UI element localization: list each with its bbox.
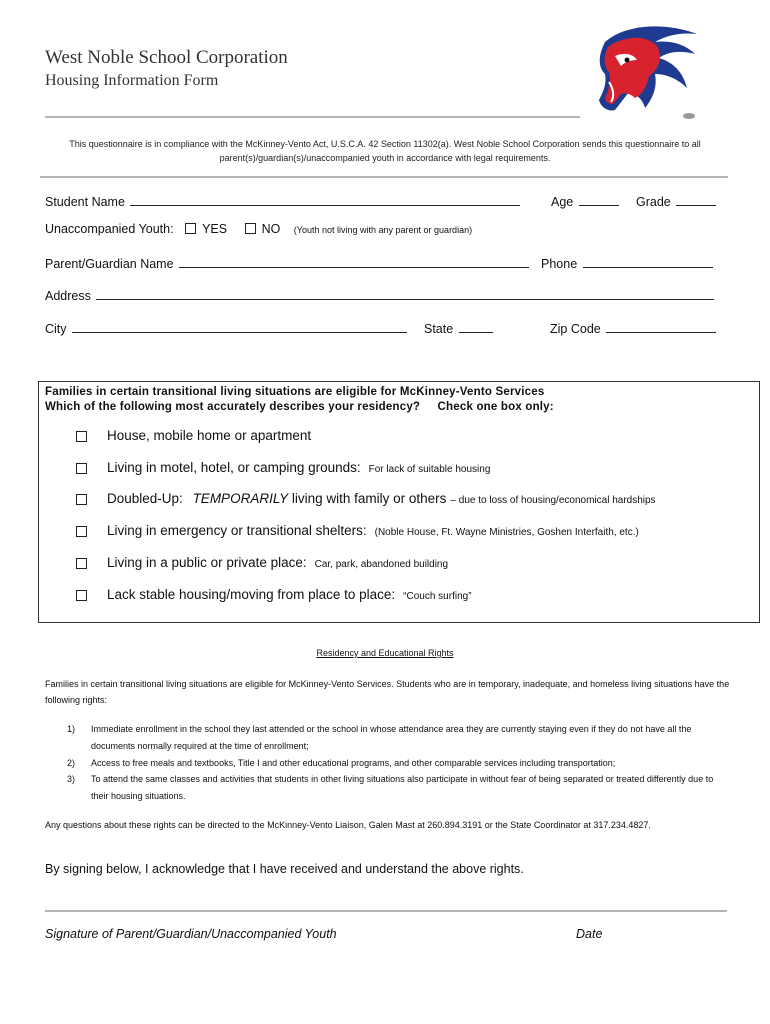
- residency-checkbox[interactable]: [76, 494, 87, 505]
- residency-option[interactable]: [76, 555, 448, 570]
- acknowledgement-text: By signing below, I acknowledge that I have received and understand the above rights.: [45, 862, 524, 876]
- grade-label: Grade: [636, 195, 671, 209]
- option-label: Living in a public or private place:: [107, 555, 307, 570]
- option-label: Living in emergency or transitional shelters:: [107, 523, 367, 538]
- parent-name-field[interactable]: [179, 256, 529, 268]
- signature-line[interactable]: [45, 910, 727, 912]
- parent-name-row: [45, 256, 529, 271]
- option-label: House, mobile home or apartment: [107, 428, 312, 443]
- signature-label: Signature of Parent/Guardian/Unaccompanied Youth: [45, 927, 337, 941]
- option-label-pre: Doubled-Up:: [107, 491, 183, 506]
- phone-row: [541, 256, 713, 271]
- check-one-instruction: Check one box only:: [437, 401, 554, 413]
- rights-item-text: Immediate enrollment in the school they last attended or the school in whose attendance area they are currently staying even if they do not have all the documents normally required at the time of enrollment;: [91, 724, 692, 751]
- zip-label: Zip Code: [550, 322, 601, 336]
- residency-checkbox[interactable]: [76, 558, 87, 569]
- option-note: (Noble House, Ft. Wayne Ministries, Goshen Interfaith, etc.): [374, 527, 639, 538]
- rights-item-text: To attend the same classes and activities that students in other living situations also participate in without fear of being separated or treated differently due to their housing situations.: [91, 774, 714, 801]
- header-divider: [45, 116, 580, 118]
- compliance-notice: This questionnaire is in compliance with the McKinney-Vento Act, U.S.C.A. 42 Section 11302(a). West Noble School Corporation sends this questionnaire to all parent(s)/guardian(s)/unaccompanied youth in accordance with legal requirements.: [69, 139, 701, 163]
- unaccompanied-row: [45, 222, 472, 236]
- phone-field[interactable]: [583, 256, 713, 268]
- residency-option[interactable]: [76, 587, 472, 602]
- age-row: [551, 194, 619, 209]
- residency-checkbox[interactable]: [76, 590, 87, 601]
- grade-row: [636, 194, 716, 209]
- age-field[interactable]: [579, 194, 619, 206]
- no-label: NO: [261, 222, 281, 236]
- notice-divider: [40, 176, 728, 178]
- city-row: [45, 321, 407, 336]
- phone-label: Phone: [541, 257, 578, 271]
- residency-option[interactable]: [76, 491, 656, 506]
- mustang-logo: [585, 22, 703, 122]
- no-checkbox[interactable]: [245, 223, 256, 234]
- state-label: State: [424, 322, 454, 336]
- residency-heading-line2: [45, 400, 554, 415]
- rights-item-number: 2): [67, 758, 76, 768]
- address-label: Address: [45, 289, 91, 303]
- address-row: [45, 288, 714, 303]
- rights-intro: Families in certain transitional living situations are eligible for McKinney-Vento Services. Students who are in temporary, inadequate, and homeless living situations have the following rights:: [45, 679, 730, 705]
- residency-heading: [45, 385, 554, 415]
- date-label: Date: [576, 927, 603, 941]
- residency-question: Which of the following most accurately describes your residency?: [45, 401, 421, 413]
- address-field[interactable]: [96, 288, 714, 300]
- yes-label: YES: [202, 222, 228, 236]
- zip-field[interactable]: [606, 321, 716, 333]
- grade-field[interactable]: [676, 194, 716, 206]
- state-row: [424, 321, 493, 336]
- city-label: City: [45, 322, 67, 336]
- residency-option[interactable]: [76, 523, 639, 538]
- student-name-label: Student Name: [45, 195, 125, 209]
- option-note: Car, park, abandoned building: [314, 559, 449, 570]
- residency-option[interactable]: [76, 428, 311, 443]
- residency-checkbox[interactable]: [76, 526, 87, 537]
- form-title: Housing Information Form: [45, 72, 219, 89]
- option-label: Living in motel, hotel, or camping grounds:: [107, 460, 361, 475]
- rights-section-title: Residency and Educational Rights: [316, 648, 454, 658]
- rights-item-number: 1): [67, 724, 76, 734]
- option-label: Lack stable housing/moving from place to place:: [107, 587, 396, 602]
- rights-contact: Any questions about these rights can be directed to the McKinney-Vento Liaison, Galen Mast at 260.894.3191 or the State Coordinator at 317.234.4827.: [45, 820, 651, 830]
- residency-option[interactable]: [76, 460, 490, 475]
- option-label-post: living with family or others: [291, 491, 447, 506]
- residency-heading-line1: Families in certain transitional living situations are eligible for McKinney-Vento Services: [45, 386, 545, 398]
- rights-item-number: 3): [67, 774, 76, 784]
- school-name: West Noble School Corporation: [45, 47, 288, 68]
- residency-checkbox[interactable]: [76, 463, 87, 474]
- option-note: – due to loss of housing/economical hardships: [450, 495, 656, 506]
- yes-checkbox[interactable]: [185, 223, 196, 234]
- age-label: Age: [551, 195, 574, 209]
- unaccompanied-label: Unaccompanied Youth:: [45, 222, 174, 236]
- unaccompanied-note: (Youth not living with any parent or guardian): [293, 225, 473, 235]
- option-label-emphasis: TEMPORARILY: [192, 491, 289, 506]
- state-field[interactable]: [459, 321, 493, 333]
- option-note: “Couch surfing”: [403, 591, 472, 602]
- rights-item-text: Access to free meals and textbooks, Title I and other educational programs, and other comparable services including transportation;: [91, 758, 616, 768]
- city-field[interactable]: [72, 321, 407, 333]
- option-note: For lack of suitable housing: [368, 464, 491, 475]
- zip-row: [550, 321, 716, 336]
- student-name-field[interactable]: [130, 194, 520, 206]
- parent-name-label: Parent/Guardian Name: [45, 257, 174, 271]
- residency-checkbox[interactable]: [76, 431, 87, 442]
- student-name-row: [45, 194, 520, 209]
